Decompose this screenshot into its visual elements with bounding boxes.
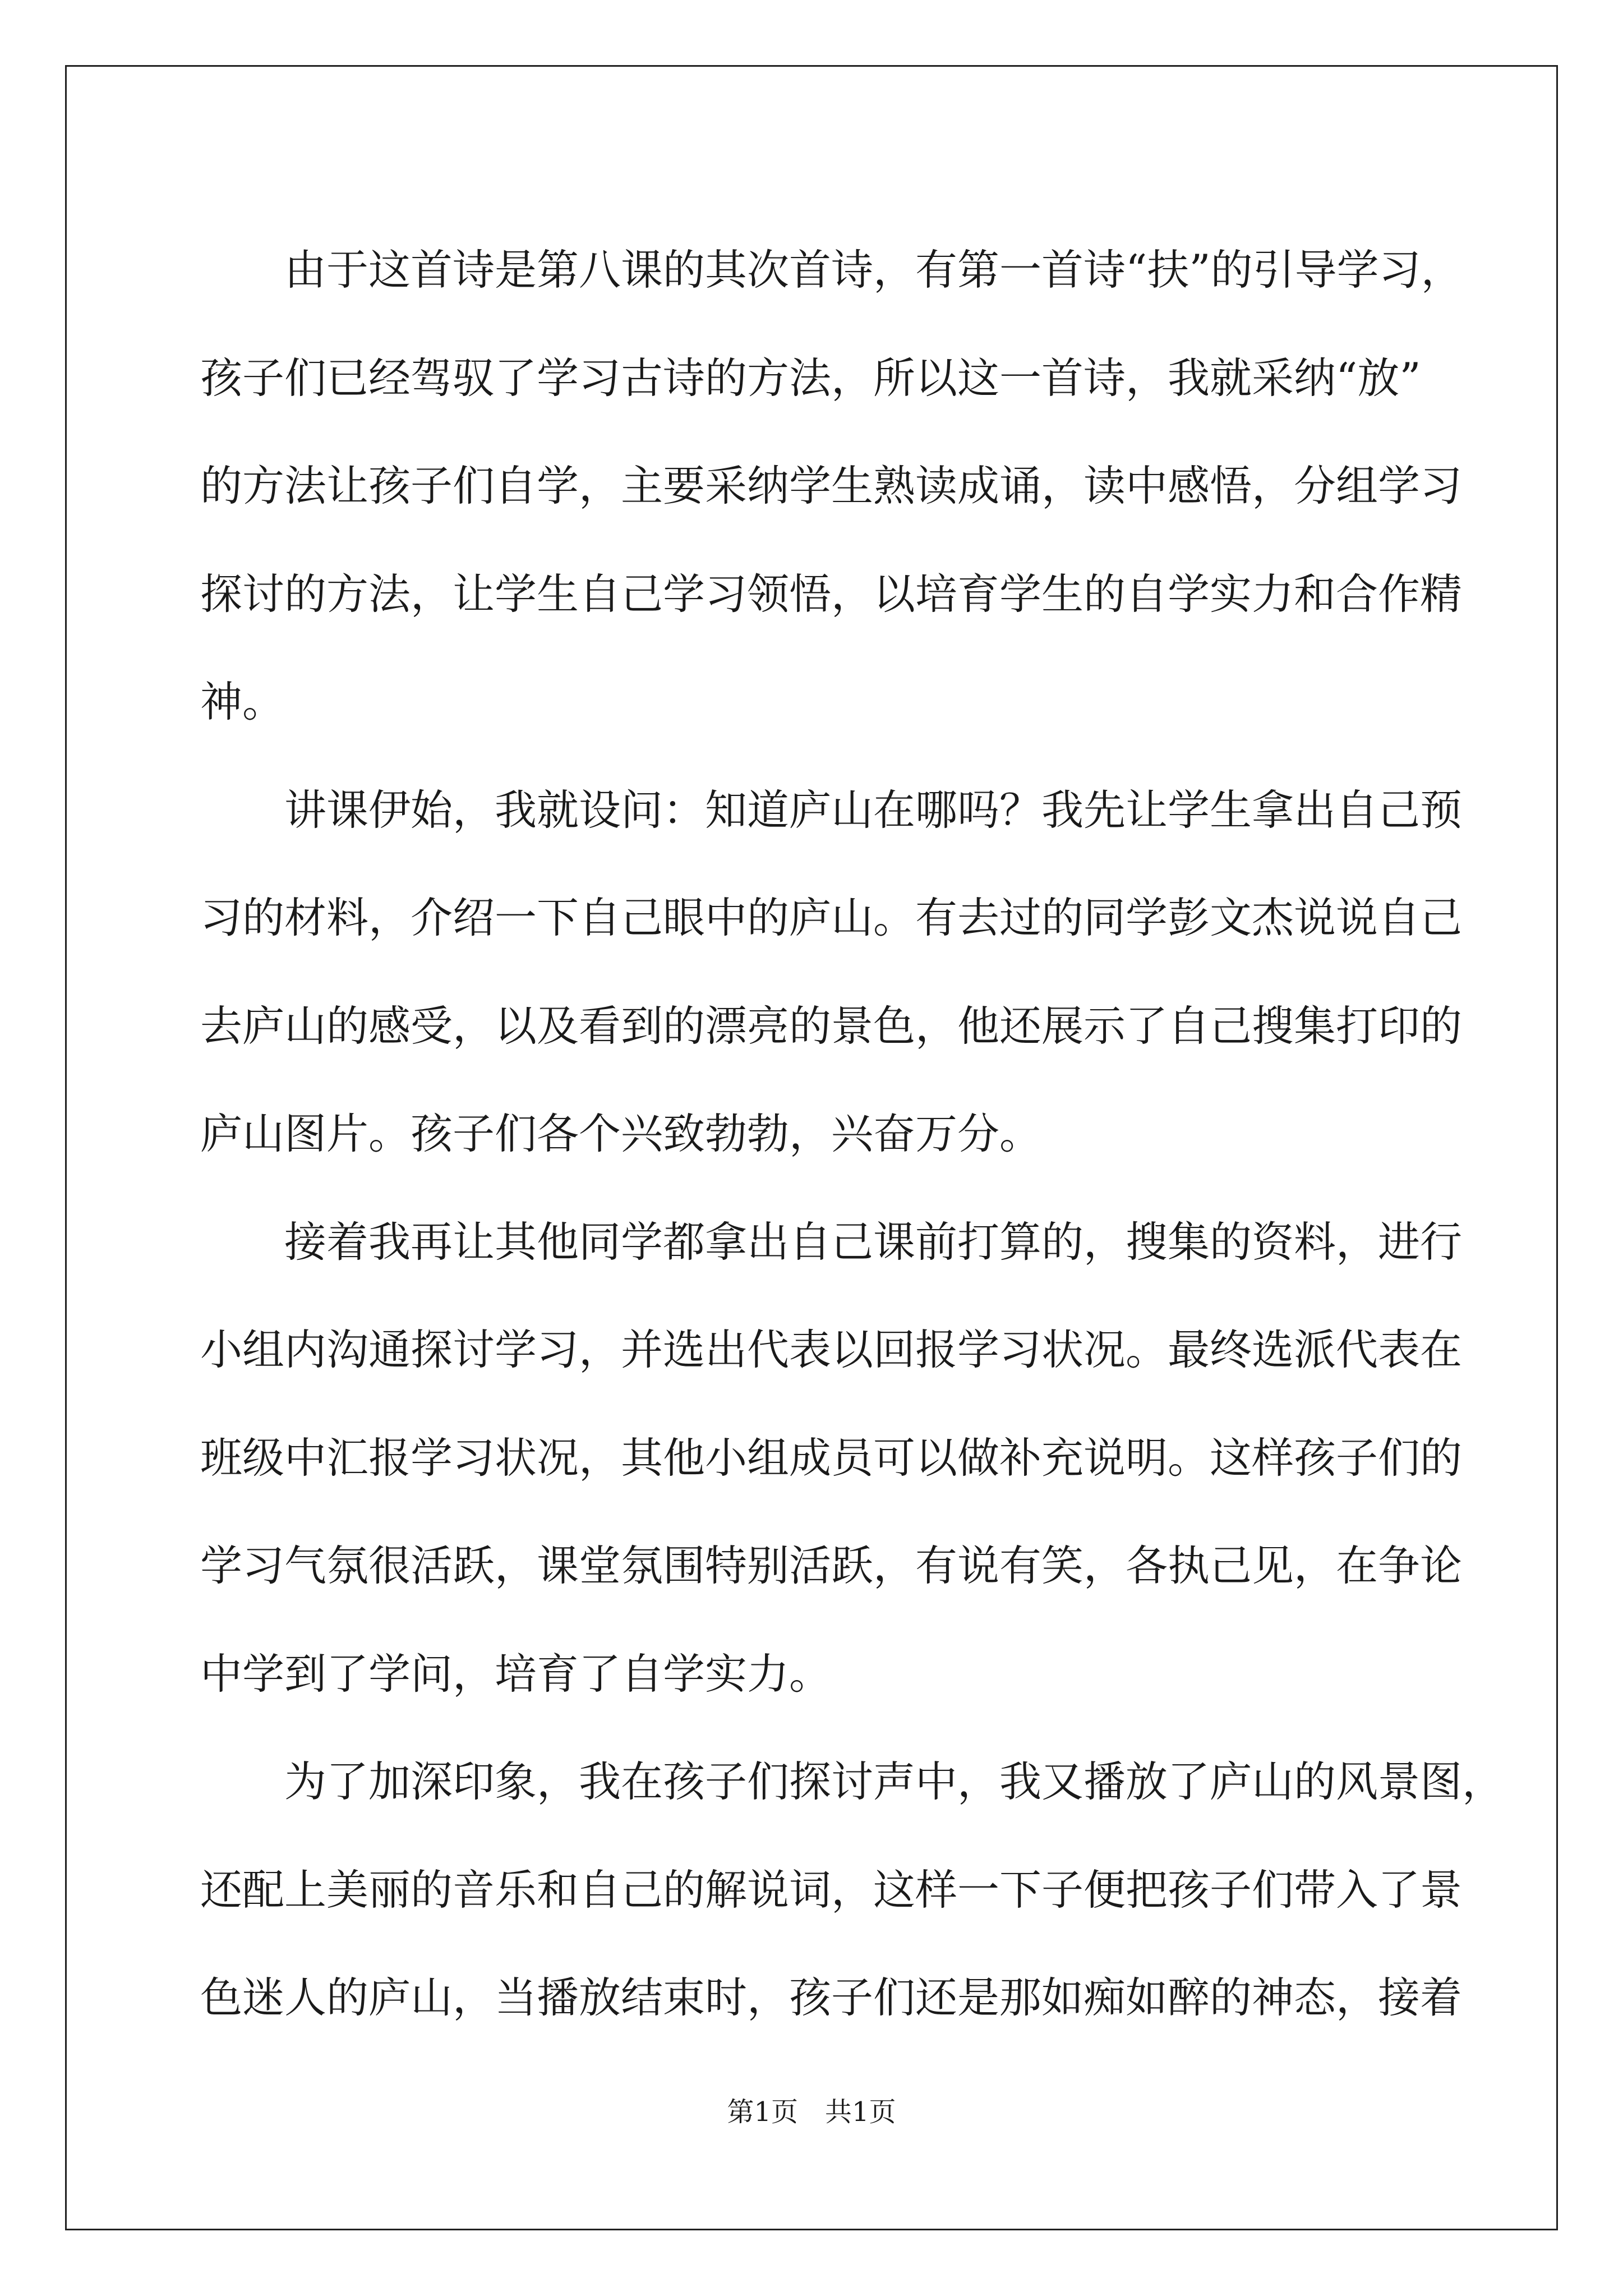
text-line: 学习气氛很活跃，课堂氛围特别活跃，有说有笑，各执己见，在争论 bbox=[200, 1541, 1463, 1590]
text-line: 去庐山的感受，以及看到的漂亮的景色，他还展示了自己搜集打印的 bbox=[200, 1001, 1463, 1051]
paragraph-3 bbox=[200, 1188, 1463, 1728]
paragraph-2 bbox=[200, 756, 1463, 1188]
text-line: 由于这首诗是第八课的其次首诗，有第一首诗“扶”的引导学习， bbox=[284, 245, 1463, 295]
page-number-footer: 第1页 共1页 bbox=[727, 2096, 896, 2128]
text-line: 为了加深印象，我在孩子们探讨声中，我又播放了庐山的风景图， bbox=[284, 1757, 1505, 1806]
text-line: 还配上美丽的音乐和自己的解说词，这样一下子便把孩子们带入了景 bbox=[200, 1865, 1463, 1915]
document-body bbox=[200, 216, 1505, 2052]
text-line: 色迷人的庐山，当播放结束时，孩子们还是那如痴如醉的神态，接着 bbox=[200, 1973, 1463, 2022]
text-line: 的方法让孩子们自学，主要采纳学生熟读成诵，读中感悟，分组学习 bbox=[200, 461, 1463, 510]
paragraph-1 bbox=[200, 216, 1463, 756]
text-line: 习的材料，介绍一下自己眼中的庐山。有去过的同学彭文杰说说自己 bbox=[200, 893, 1463, 942]
text-line: 小组内沟通探讨学习，并选出代表以回报学习状况。最终选派代表在 bbox=[200, 1325, 1463, 1374]
text-line: 中学到了学问，培育了自学实力。 bbox=[200, 1649, 832, 1699]
text-line: 讲课伊始，我就设问：知道庐山在哪吗？我先让学生拿出自己预 bbox=[284, 785, 1463, 835]
text-line: 探讨的方法，让学生自己学习领悟，以培育学生的自学实力和合作精 bbox=[200, 569, 1463, 619]
text-line: 庐山图片。孩子们各个兴致勃勃，兴奋万分。 bbox=[200, 1109, 1042, 1158]
text-line: 孩子们已经驾驭了学习古诗的方法，所以这一首诗，我就采纳“放” bbox=[200, 353, 1421, 403]
text-line: 接着我再让其他同学都拿出自己课前打算的，搜集的资料，进行 bbox=[284, 1217, 1463, 1267]
text-line: 神。 bbox=[200, 677, 285, 726]
paragraph-4 bbox=[200, 1728, 1505, 2052]
text-line: 班级中汇报学习状况，其他小组成员可以做补充说明。这样孩子们的 bbox=[200, 1433, 1463, 1483]
